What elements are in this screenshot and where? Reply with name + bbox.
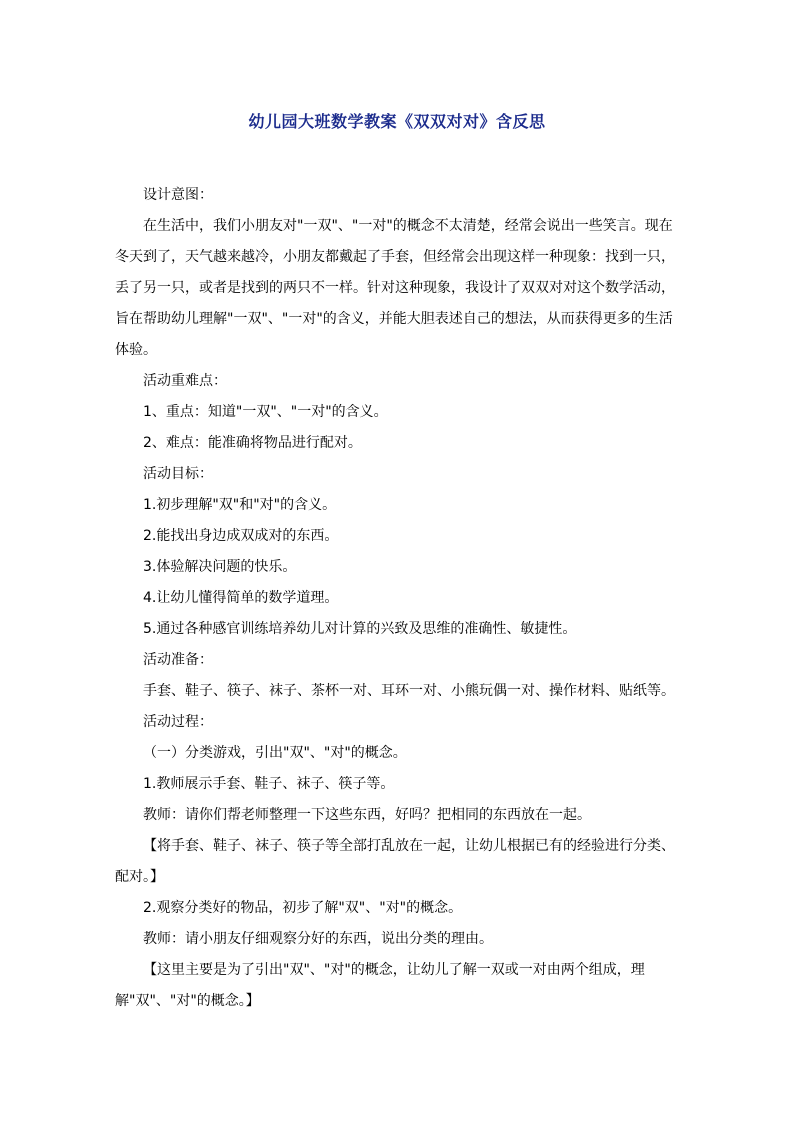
paragraph: 1.初步理解"双"和"对"的含义。	[143, 497, 337, 513]
paragraph: 活动准备：	[143, 652, 213, 668]
paragraph: 手套、鞋子、筷子、袜子、茶杯一对、耳环一对、小熊玩偶一对、操作材料、贴纸等。	[143, 683, 675, 699]
paragraph: 4.让幼儿懂得简单的数学道理。	[143, 590, 339, 606]
paragraph: 教师：请小朋友仔细观察分好的东西，说出分类的理由。	[143, 931, 493, 947]
paragraph: 2.能找出身边成双成对的东西。	[143, 528, 339, 544]
paragraph: 活动重难点：	[143, 373, 227, 389]
paragraph: 1.教师展示手套、鞋子、袜子、筷子等。	[143, 776, 395, 792]
paragraph: 2、难点：能准确将物品进行配对。	[143, 435, 362, 451]
paragraph: 【这里主要是为了引出"双"、"对"的概念，让幼儿了解一双或一对由两个组成，理解"双"、"对"的概念。】	[115, 962, 645, 1009]
paragraph: 3.体验解决问题的快乐。	[143, 559, 297, 575]
paragraph: 活动过程：	[143, 714, 213, 730]
paragraph: 在生活中，我们小朋友对"一双"、"一对"的概念不太清楚，经常会说出一些笑言。现在冬天到了，天气越来越冷，小朋友都戴起了手套，但经常会出现这样一种现象：找到一只，丢了另一只，或者是找到的两只不一样。针对这种现象，我设计了双双对对这个数学活动，旨在帮助幼儿理解"一双"、"一对"的含义，并能大胆表述自己的想法，从而获得更多的生活体验。	[115, 218, 675, 358]
paragraph: 2.观察分类好的物品，初步了解"双"、"对"的概念。	[143, 900, 463, 916]
paragraph: 设计意图：	[143, 187, 213, 203]
document-title: 幼儿园大班数学教案《双双对对》含反思	[248, 112, 546, 131]
paragraph: 教师：请你们帮老师整理一下这些东西，好吗？把相同的东西放在一起。	[143, 807, 591, 823]
paragraph: 【将手套、鞋子、袜子、筷子等全部打乱放在一起，让幼儿根据已有的经验进行分类、配对。】	[115, 838, 675, 885]
paragraph: （一）分类游戏，引出"双"、"对"的概念。	[143, 745, 407, 761]
paragraph: 活动目标：	[143, 466, 213, 482]
document-body	[115, 180, 680, 1017]
paragraph: 5.通过各种感官训练培养幼儿对计算的兴致及思维的准确性、敏捷性。	[143, 621, 577, 637]
paragraph: 1、重点：知道"一双"、"一对"的含义。	[143, 404, 388, 420]
